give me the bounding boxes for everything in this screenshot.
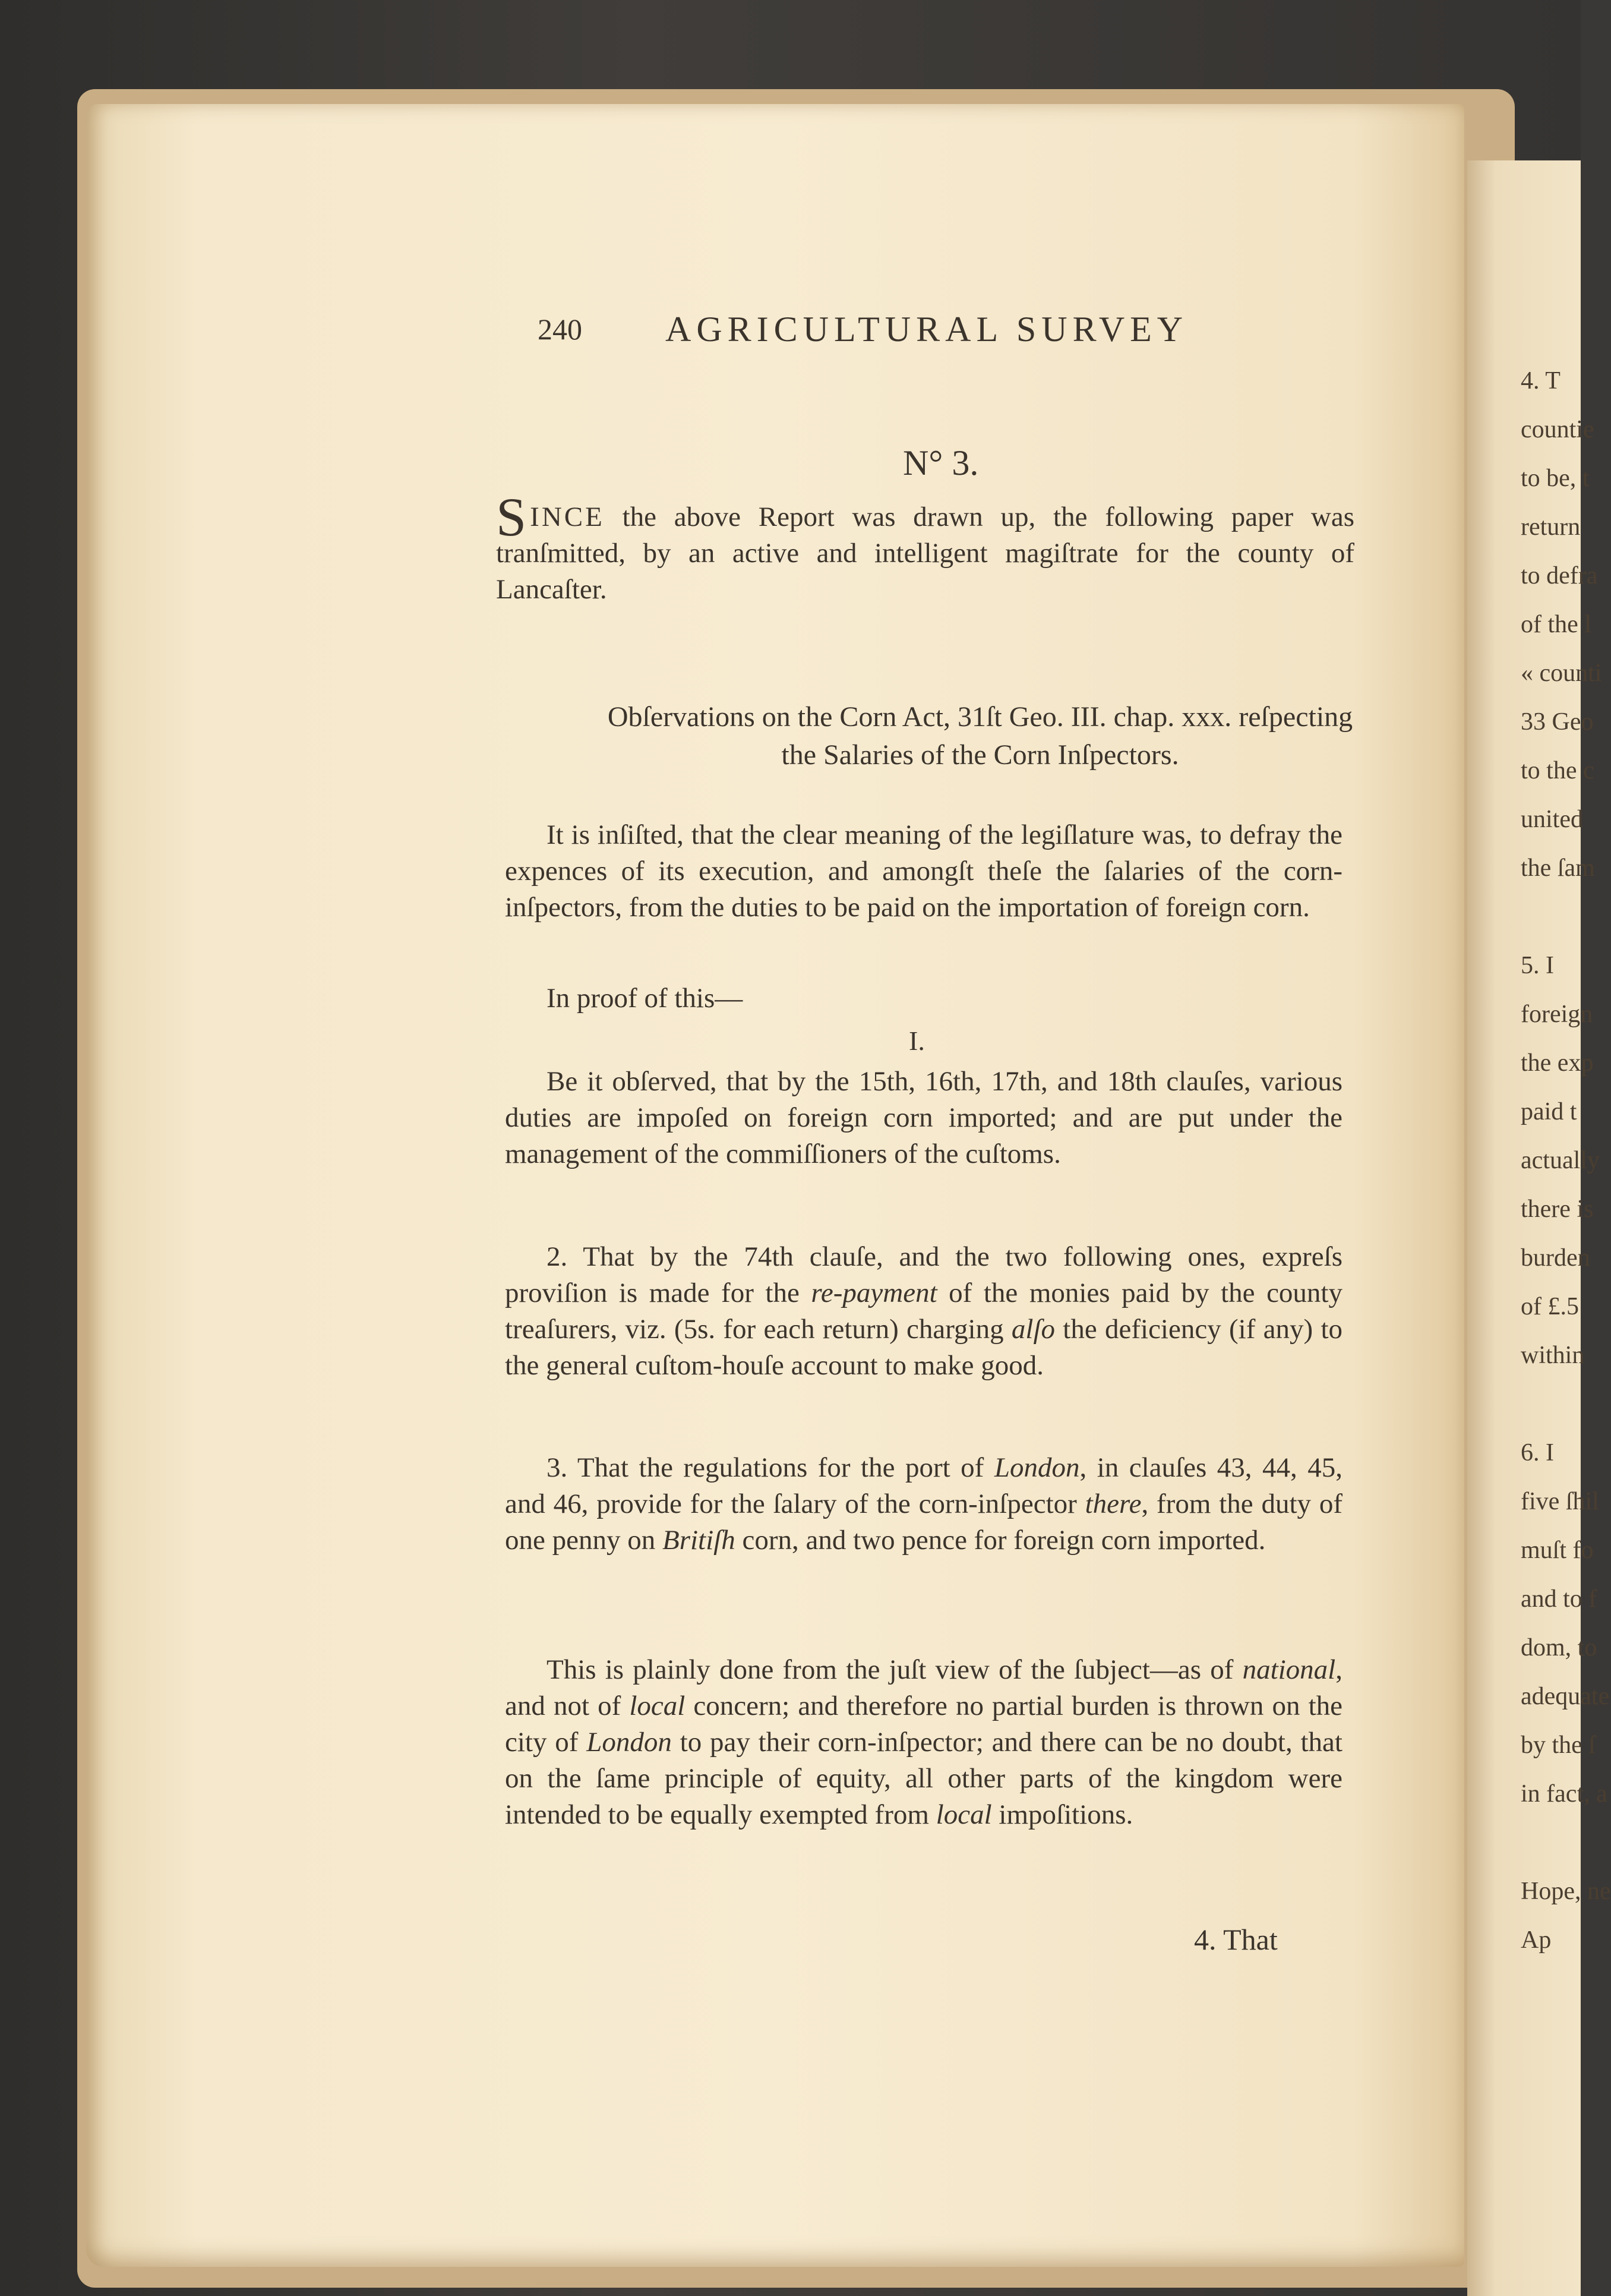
facing-page-line: 33 Geo xyxy=(1521,708,1594,736)
intro-text: the above Report was drawn up, the following paper was tranſmitted, by an active and intelligent magiſtrate for the county of Lancaſter. xyxy=(496,502,1354,605)
facing-page-line: the exp xyxy=(1521,1049,1594,1077)
p6-em-3: London xyxy=(586,1727,672,1758)
p6-em-4: local xyxy=(936,1799,992,1830)
p6-text-a: This is plainly done from the juſt view of the ſubject—as of xyxy=(547,1654,1243,1685)
facing-page-text xyxy=(1521,357,1611,1954)
facing-page-line: there is xyxy=(1521,1196,1594,1223)
facing-page-line: five ſhil xyxy=(1521,1488,1599,1515)
p4-text-b: of the monies paid by the county treaſurers, viz. (5s. for each return) charging xyxy=(505,1278,1342,1345)
paragraph-1: It is inſiſted, that the clear meaning of the legiſlature was, to defray the expences of its execution, and amongſt theſe the ſalaries of the corn-inſpectors, from the duties to be paid on the importation of foreign corn. xyxy=(505,819,1342,923)
facing-page-line: in fact, a xyxy=(1521,1780,1607,1808)
paragraph-3: Be it obſerved, that by the 15th, 16th, 17th, and 18th clauſes, various duties are impoſed on foreign corn imported; and are put under the management of the commiſſioners of the cuſtoms. xyxy=(505,1066,1342,1169)
paragraph-4 xyxy=(505,1239,1342,1384)
paragraph-6 xyxy=(505,1652,1342,1833)
facing-page-line: within xyxy=(1521,1342,1585,1369)
facing-page-line: to the c xyxy=(1521,757,1594,784)
facing-page-line: burden xyxy=(1521,1244,1590,1272)
facing-page-line: 4. T xyxy=(1521,367,1561,395)
p4-text-c: the deficiency (if any) to the general cuſtom-houſe account to make good. xyxy=(505,1314,1342,1381)
facing-page-line: and to f xyxy=(1521,1585,1597,1613)
intro-paragraph xyxy=(496,487,1354,608)
p6-em-2: local xyxy=(629,1691,686,1721)
facing-page-line: by the ſ xyxy=(1521,1732,1596,1759)
p6-text-e: impoſitions. xyxy=(991,1799,1133,1830)
intro-smallcaps: INCE xyxy=(530,502,605,532)
facing-page-line: of the l xyxy=(1521,611,1591,638)
p5-em-1: London xyxy=(994,1452,1080,1483)
p5-em-3: Britiſh xyxy=(662,1525,735,1556)
facing-page-line: dom, to xyxy=(1521,1634,1597,1661)
facing-page-line: countie xyxy=(1521,416,1594,443)
facing-page-line: paid t xyxy=(1521,1098,1577,1125)
facing-page-line: to defra xyxy=(1521,562,1598,589)
p5-text-d: corn, and two pence for foreign corn imported. xyxy=(735,1525,1266,1556)
p5-text-b: , in clauſes 43, 44, 45, and 46, provide for the ſalary of the corn-inſpector xyxy=(505,1452,1342,1519)
paragraph-5 xyxy=(505,1450,1342,1559)
section-number: N° 3. xyxy=(903,443,979,482)
facing-page-line: united xyxy=(1521,806,1583,833)
facing-page-line: return xyxy=(1521,513,1581,541)
facing-page-line: actually xyxy=(1521,1147,1600,1174)
section-heading: Obſervations on the Corn Act, 31ſt Geo. III. chap. xxx. reſpecting the Salaries of the Corn Inſpectors. xyxy=(607,701,1353,771)
facing-page-line: 5. I xyxy=(1521,952,1554,979)
facing-page-line: adequate xyxy=(1521,1683,1610,1710)
p6-em-1: national xyxy=(1242,1654,1336,1685)
p4-em-2: alſo xyxy=(1011,1314,1056,1345)
p6-text-d: to pay their corn-inſpector; and there can be no doubt, that on the ſame principle of equity, all other parts of the kingdom were intended to be equally exempted from xyxy=(505,1727,1342,1830)
p6-text-b: , and not of xyxy=(505,1654,1342,1721)
facing-page-line: Hope, ne xyxy=(1521,1878,1611,1905)
facing-page-line xyxy=(1521,1380,1581,1428)
p4-text-a: 2. That by the 74th clauſe, and the two following ones, expreſs proviſion is made for the xyxy=(505,1241,1342,1308)
facing-page-line: the ſam xyxy=(1521,854,1595,882)
clause-number-1: I. xyxy=(909,1026,925,1056)
facing-page-line: Ap xyxy=(1521,1926,1552,1954)
running-title: AGRICULTURAL SURVEY xyxy=(665,310,1189,349)
p5-text-c: , from the duty of one penny on xyxy=(505,1488,1342,1556)
facing-page-line: 6. I xyxy=(1521,1439,1554,1466)
drop-cap: S xyxy=(496,487,527,547)
facing-page-line: « counti xyxy=(1521,660,1602,687)
facing-page-line: foreign xyxy=(1521,1001,1593,1028)
paragraph-2: In proof of this— xyxy=(547,983,743,1014)
catchword: 4. That xyxy=(1194,1923,1278,1956)
facing-page-line xyxy=(1521,1818,1581,1867)
facing-page-line: to be, t xyxy=(1521,465,1590,492)
page-number: 240 xyxy=(538,313,582,346)
facing-page-line: of £.5 xyxy=(1521,1293,1579,1320)
running-head xyxy=(538,309,1429,357)
p6-text-c: concern; and therefore no partial burden is thrown on the city of xyxy=(505,1691,1342,1758)
p5-em-2: there xyxy=(1085,1488,1142,1519)
facing-page-line xyxy=(1521,892,1581,941)
p5-text-a: 3. That the regulations for the port of xyxy=(547,1452,994,1483)
p4-em-1: re-payment xyxy=(811,1278,937,1308)
facing-page-line: muſt fo xyxy=(1521,1537,1594,1564)
